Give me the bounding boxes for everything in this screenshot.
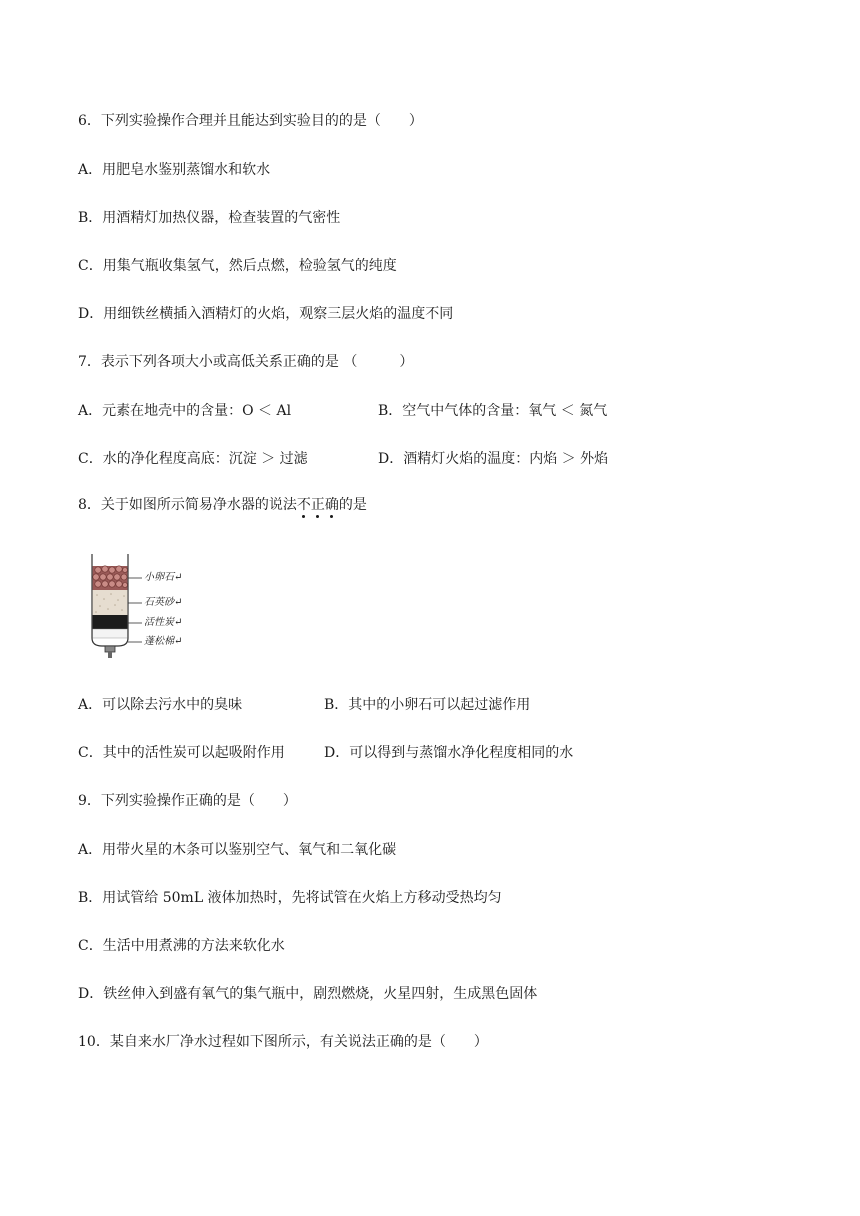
q8-option-d: D．可以得到与蒸馏水净化程度相同的水 xyxy=(324,745,574,761)
q8-stem xyxy=(78,495,367,515)
q8-stem-emphasis: 不正确 xyxy=(297,497,339,513)
q7-option-c: C．水的净化程度高底：沉淀 ＞ 过滤 xyxy=(78,451,308,467)
label-cotton: 蓬松棉↵ xyxy=(144,636,183,647)
q6-stem: 6．下列实验操作合理并且能达到实验目的的是（ ） xyxy=(78,113,423,129)
q6-option-d: D．用细铁丝横插入酒精灯的火焰，观察三层火焰的温度不同 xyxy=(78,306,454,322)
q6-option-b: B．用酒精灯加热仪器，检查装置的气密性 xyxy=(78,210,341,226)
label-pebbles: 小卵石↵ xyxy=(144,572,183,583)
q7-stem: 7．表示下列各项大小或高低关系正确的是 （ ） xyxy=(78,354,414,370)
q6-option-a: A．用肥皂水鉴别蒸馏水和软水 xyxy=(78,162,271,178)
q7-option-d: D．酒精灯火焰的温度：内焰 ＞ 外焰 xyxy=(378,451,609,467)
q8-option-c: C．其中的活性炭可以起吸附作用 xyxy=(78,745,285,761)
q8-option-a: A．可以除去污水中的臭味 xyxy=(78,697,243,713)
label-quartz-sand: 石英砂↵ xyxy=(144,597,183,608)
q8-stem-prefix: 8．关于如图所示简易净水器的说法 xyxy=(78,497,297,513)
water-filter-figure xyxy=(88,552,198,662)
q9-option-c: C．生活中用煮沸的方法来软化水 xyxy=(78,938,285,954)
q9-option-a: A．用带火星的木条可以鉴别空气、氧气和二氧化碳 xyxy=(78,842,397,858)
q10-stem: 10．某自来水厂净水过程如下图所示，有关说法正确的是（ ） xyxy=(78,1034,488,1050)
q7-option-b: B．空气中气体的含量：氧气 ＜ 氮气 xyxy=(378,403,608,419)
q9-stem: 9．下列实验操作正确的是（ ） xyxy=(78,793,297,809)
q9-option-d: D．铁丝伸入到盛有氧气的集气瓶中，剧烈燃烧，火星四射，生成黑色固体 xyxy=(78,986,538,1002)
q6-option-c: C．用集气瓶收集氢气，然后点燃，检验氢气的纯度 xyxy=(78,258,397,274)
q7-option-a: A．元素在地壳中的含量：O ＜ Al xyxy=(78,403,292,419)
q8-option-b: B．其中的小卵石可以起过滤作用 xyxy=(324,697,531,713)
q8-stem-suffix: 的是 xyxy=(338,497,367,513)
label-activated-carbon: 活性炭↵ xyxy=(144,617,183,628)
q9-option-b: B．用试管给 50mL 液体加热时，先将试管在火焰上方移动受热均匀 xyxy=(78,890,502,906)
